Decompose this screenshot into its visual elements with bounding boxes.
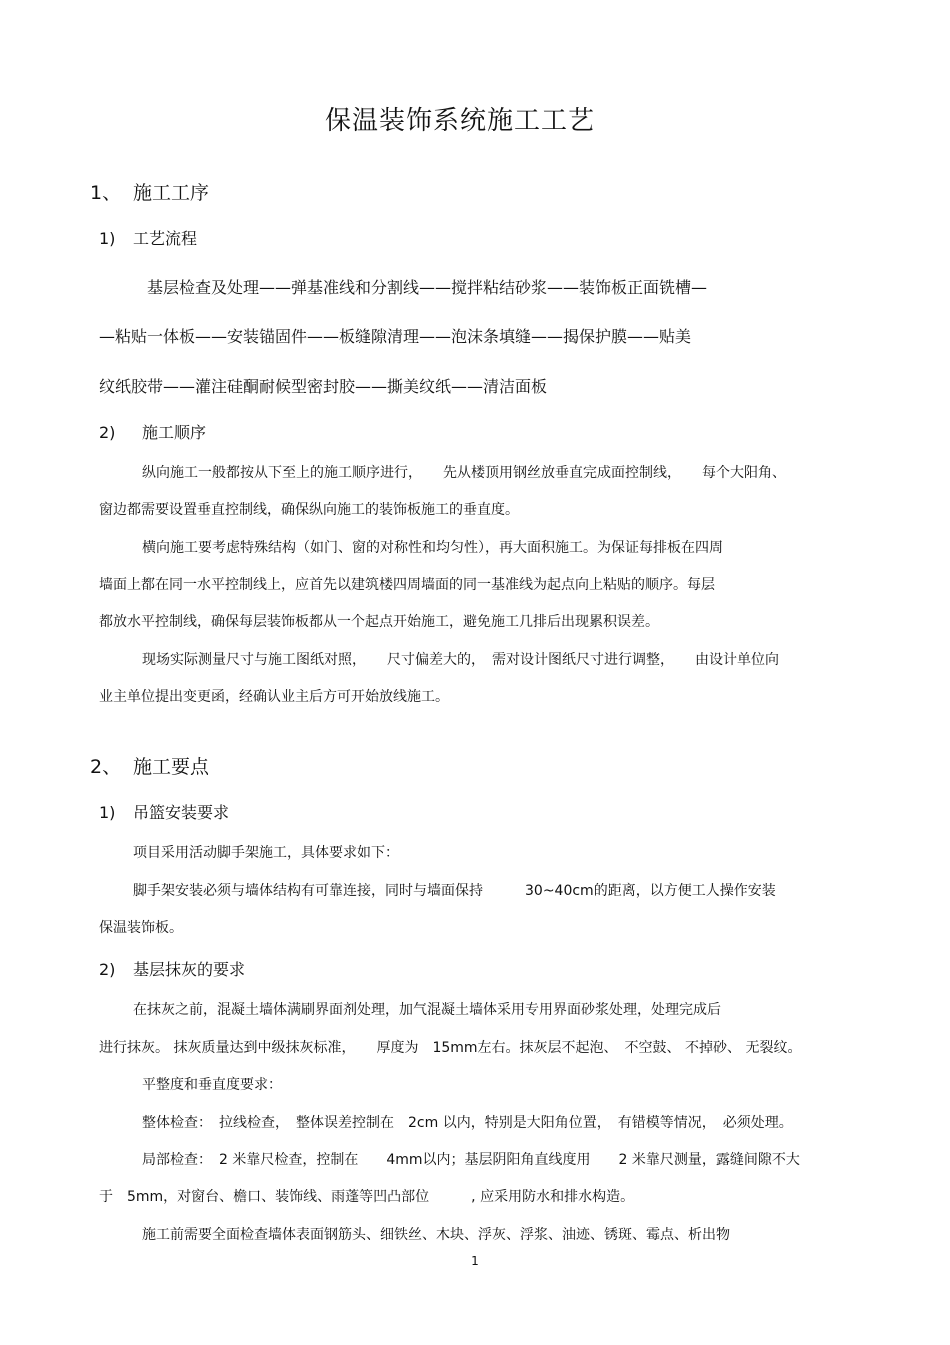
section-2-number: 2、	[90, 756, 122, 778]
paragraph-line: 整体检查： 拉线检查， 整体误差控制在 2cm 以内，特别是大阳角位置， 有错模等情况， 必须处理。	[142, 1115, 793, 1131]
paragraph-line: 于 5mm，对窗台、檐口、装饰线、雨蓬等凹凸部位 , 应采用防水和排水构造。	[99, 1189, 635, 1205]
paragraph-line: 在抹灰之前，混凝土墙体满刷界面剂处理，加气混凝土墙体采用专用界面砂浆处理，处理完成后	[133, 1002, 721, 1018]
paragraph-line: 都放水平控制线，确保每层装饰板都从一个起点开始施工，避免施工几排后出现累积误差。	[99, 614, 659, 630]
section-2-heading: 施工要点	[133, 756, 210, 778]
page-number: 1	[471, 1254, 479, 1268]
paragraph-line: 进行抹灰。 抹灰质量达到中级抹灰标准， 厚度为 15mm左右。抹灰层不起泡、 不空鼓、 不掉砂、 无裂纹。	[99, 1040, 802, 1056]
paragraph-line: 窗边都需要设置垂直控制线，确保纵向施工的装饰板施工的垂直度。	[99, 502, 519, 518]
subsection-1-1-heading: 工艺流程	[133, 229, 198, 248]
process-flow-line: —粘贴一体板——安装锚固件——板缝隙清理——泡沫条填缝——揭保护膜——贴美	[99, 327, 692, 346]
paragraph-line: 局部检查： 2 米靠尺检查，控制在 4mm以内；基层阴阳角直线度用 2 米靠尺测量，露缝间隙不大	[142, 1152, 800, 1168]
section-1-heading: 施工工序	[133, 182, 210, 204]
subsection-2-1-number: 1)	[99, 803, 116, 822]
subsection-2-2-number: 2)	[99, 960, 116, 979]
paragraph-line: 纵向施工一般都按从下至上的施工顺序进行， 先从楼顶用钢丝放垂直完成面控制线， 每个大阳角、	[142, 465, 786, 481]
paragraph-line: 保温装饰板。	[99, 920, 183, 936]
subsection-2-1-heading: 吊篮安装要求	[133, 803, 230, 822]
paragraph-line: 现场实际测量尺寸与施工图纸对照， 尺寸偏差大的， 需对设计图纸尺寸进行调整， 由设计单位向	[142, 652, 779, 668]
paragraph-line: 施工前需要全面检查墙体表面钢筋头、细铁丝、木块、浮灰、浮浆、油迹、锈斑、霉点、析出物	[142, 1227, 730, 1243]
paragraph-line: 项目采用活动脚手架施工，具体要求如下：	[133, 845, 399, 861]
process-flow-line: 基层检查及处理——弹基准线和分割线——搅拌粘结砂浆——装饰板正面铣槽—	[147, 278, 708, 297]
paragraph-line: 横向施工要考虑特殊结构（如门、窗的对称性和均匀性），再大面积施工。为保证每排板在四周	[142, 540, 723, 556]
process-flow-line: 纹纸胶带——灌注硅酮耐候型密封胶——撕美纹纸——清洁面板	[99, 377, 548, 396]
subsection-2-2-heading: 基层抹灰的要求	[133, 960, 246, 979]
paragraph-line: 脚手架安装必须与墙体结构有可靠连接，同时与墙面保持 30~40cm的距离，以方便工人操作安装	[133, 883, 776, 899]
paragraph-line: 墙面上都在同一水平控制线上，应首先以建筑楼四周墙面的同一基准线为起点向上粘贴的顺序。每层	[99, 577, 715, 593]
subsection-1-2-number: 2)	[99, 423, 116, 442]
paragraph-line: 业主单位提出变更函，经确认业主后方可开始放线施工。	[99, 689, 449, 705]
paragraph-line: 平整度和垂直度要求：	[142, 1077, 282, 1093]
subsection-1-1-number: 1)	[99, 229, 116, 248]
document-title: 保温装饰系统施工工艺	[324, 106, 595, 136]
subsection-1-2-heading: 施工顺序	[142, 423, 207, 442]
section-1-number: 1、	[90, 182, 122, 204]
